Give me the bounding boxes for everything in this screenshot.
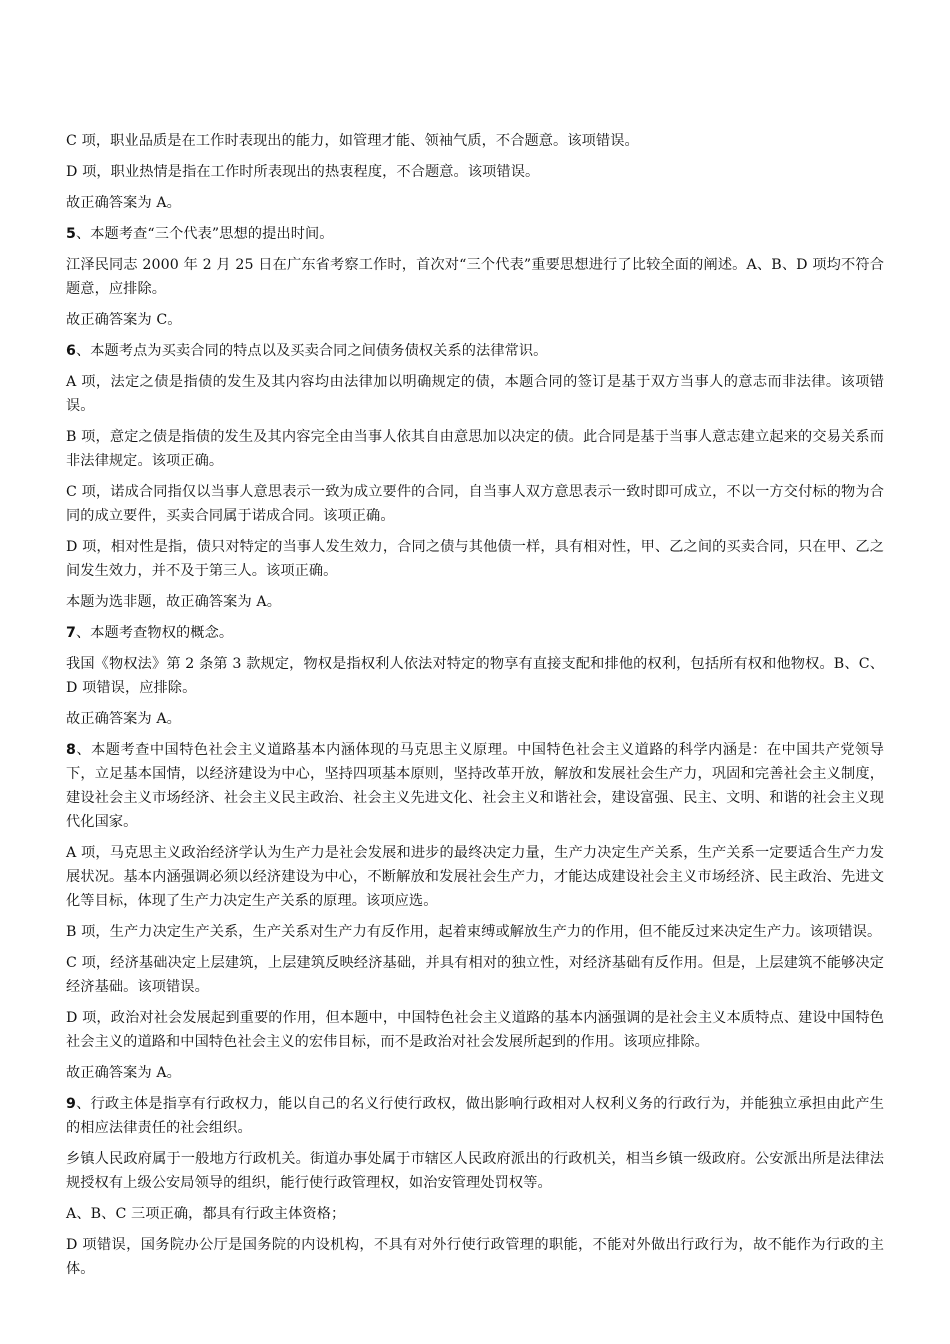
answer-q4: 故正确答案为 A。 — [66, 195, 181, 211]
paragraph-d-option-q8: D 项，政治对社会发展起到重要的作用，但本题中，中国特色社会主义道路的基本内涵强调的是社会主义本质特点、建设中国特色社会主义的道路和中国特色社会主义的宏伟目标，而不是政治对社会发展所起到的作用。该项应排除。 — [66, 1010, 884, 1050]
explanation-q7: 我国《物权法》第 2 条第 3 款规定，物权是指权利人依法对特定的物享有直接支配和排他的权利，包括所有权和他物权。B、C、D 项错误，应排除。 — [66, 656, 884, 696]
paragraph-a-option-q8: A 项，马克思主义政治经济学认为生产力是社会发展和进步的最终决定力量，生产力决定生产关系，生产关系一定要适合生产力发展状况。基本内涵强调必须以经济建设为中心，不断解放和发展社会生产力，才能达成建设社会主义市场经济、民主政治、先进文化等目标，体现了生产力决定生产关系的原理。该项应选。 — [66, 845, 884, 909]
explanation-q9: 乡镇人民政府属于一般地方行政机关。街道办事处属于市辖区人民政府派出的行政机关，相当乡镇一级政府。公安派出所是法律法规授权有上级公安局领导的组织，能行使行政管理权，如治安管理处罚权等。 — [66, 1151, 884, 1191]
paragraph-d-option-q9: D 项错误，国务院办公厅是国务院的内设机构，不具有对外行使行政管理的职能，不能对外做出行政行为，故不能作为行政的主体。 — [66, 1237, 884, 1277]
paragraph-c-option-q8: C 项，经济基础决定上层建筑，上层建筑反映经济基础，并具有相对的独立性，对经济基础有反作用。但是，上层建筑不能够决定经济基础。该项错误。 — [66, 955, 884, 995]
question-5-heading: 5、本题考查“三个代表”思想的提出时间。 — [66, 226, 334, 242]
question-number: 8 — [66, 742, 76, 758]
paragraph-c-option-q6: C 项，诺成合同指仅以当事人意思表示一致为成立要件的合同，自当事人双方意思表示一致时即可成立，不以一方交付标的物为合同的成立要件，买卖合同属于诺成合同。该项正确。 — [66, 484, 884, 524]
paragraph-a-option-q6: A 项，法定之债是指债的发生及其内容均由法律加以明确规定的债，本题合同的签订是基于双方当事人的意志而非法律。该项错误。 — [66, 374, 884, 414]
answer-q5: 故正确答案为 C。 — [66, 312, 182, 328]
question-8-heading: 8、本题考查中国特色社会主义道路基本内涵体现的马克思主义原理。中国特色社会主义道路的科学内涵是：在中国共产党领导下，立足基本国情，以经济建设为中心，坚持四项基本原则，坚持改革开放，解放和发展社会生产力，巩固和完善社会主义制度，建设社会主义市场经济、社会主义民主政治、社会主义先进文化、社会主义和谐社会，建设富强、民主、文明、和谐的社会主义现代化国家。 — [66, 742, 884, 830]
paragraph-c-option-q4: C 项，职业品质是在工作时表现出的能力，如管理才能、领袖气质，不合题意。该项错误。 — [66, 133, 639, 149]
document-body — [66, 129, 884, 1288]
paragraph-d-option-q4: D 项，职业热情是指在工作时所表现出的热衷程度，不合题意。该项错误。 — [66, 164, 540, 180]
answer-q8: 故正确答案为 A。 — [66, 1065, 181, 1081]
question-7-heading: 7、本题考查物权的概念。 — [66, 625, 234, 641]
paragraph-abc-options-q9: A、B、C 三项正确，都具有行政主体资格； — [66, 1206, 346, 1222]
paragraph-b-option-q6: B 项，意定之债是指债的发生及其内容完全由当事人依其自由意思加以决定的债。此合同是基于当事人意志建立起来的交易关系而非法律规定。该项正确。 — [66, 429, 884, 469]
question-6-heading: 6、本题考点为买卖合同的特点以及买卖合同之间债务债权关系的法律常识。 — [66, 343, 548, 359]
question-number: 5 — [66, 226, 76, 242]
question-9-heading: 9、行政主体是指享有行政权力，能以自己的名义行使行政权，做出影响行政相对人权利义务的行政行为，并能独立承担由此产生的相应法律责任的社会组织。 — [66, 1096, 884, 1136]
answer-q6: 本题为选非题，故正确答案为 A。 — [66, 594, 281, 610]
question-number: 7 — [66, 625, 76, 641]
question-number: 6 — [66, 343, 76, 359]
answer-q7: 故正确答案为 A。 — [66, 711, 181, 727]
paragraph-d-option-q6: D 项，相对性是指，债只对特定的当事人发生效力，合同之债与其他债一样，具有相对性，甲、乙之间的买卖合同，只在甲、乙之间发生效力，并不及于第三人。该项正确。 — [66, 539, 884, 579]
question-number: 9 — [66, 1096, 76, 1112]
explanation-q5: 江泽民同志 2000 年 2 月 25 日在广东省考察工作时，首次对“三个代表”重要思想进行了比较全面的阐述。A、B、D 项均不符合题意，应排除。 — [66, 257, 884, 297]
paragraph-b-option-q8: B 项，生产力决定生产关系，生产关系对生产力有反作用，起着束缚或解放生产力的作用，但不能反过来决定生产力。该项错误。 — [66, 924, 882, 940]
